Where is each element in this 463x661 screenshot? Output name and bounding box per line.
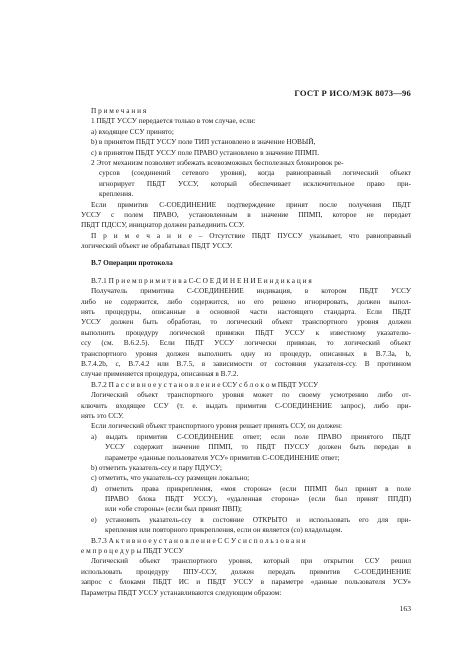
text-line: Логический объект транспортного уровня может по своему усмотрению либо от-	[91, 390, 411, 400]
text-line: 1 ПБДТ УССУ передается только в том случае, если:	[91, 116, 256, 126]
text-line: B.7 Операции протокола	[91, 258, 173, 268]
text-line: Получатель примитива С-СОЕДИНЕНИЕ индикация, в котором ПБДТ УССУ	[91, 286, 411, 296]
text-line: либо не содержится, либо содержится, но его решено игнорировать, должен выпол-	[81, 296, 411, 306]
text-line: транспортного уровня должен выполнить одну из процедур, описанных в B.7.3a, b,	[81, 348, 411, 358]
text-line: b) отметить указатель-ссу и пару ПДУСУ;	[91, 462, 222, 472]
text-line: a) выдать примитив С-СОЕДИНЕНИЕ ответ; если поле ПРАВО принятого ПБДТ	[91, 431, 411, 441]
text-line: a) входящее ССУ принято;	[91, 126, 174, 136]
text-line: Логический объект транспортного уровня, который при открытии ССУ решил	[91, 556, 411, 566]
text-line: ссу (см. B.6.2.5). Если ПБДТ УССУ логически привязан, то логический объект	[81, 338, 411, 348]
text-line: c) в принятом ПБДТ УССУ поле ПРАВО установлено в значение ППМП.	[91, 147, 320, 157]
text-line: нять это ССУ.	[81, 410, 124, 420]
text-line: b) в принятом ПБДТ УССУ поле ТИП установлено в значение НОВЫЙ,	[91, 137, 316, 147]
text-line: УССУ с полем ПРАВО, установленным в значение ППМП, которое не передает	[81, 209, 411, 219]
text-line: параметре «данные пользователя УСУ» примитив С-СОЕДИНЕНИЕ ответ;	[105, 452, 340, 462]
text-line: использовать процедуру ППУ-ССУ, должен передать примитив С-СОЕДИНЕНИЕ	[81, 566, 411, 576]
text-line: нять процедуры, описанные в основной части настоящего стандарта. Если ПБДТ	[81, 307, 411, 317]
text-line: ключить входящее ССУ (т. е. выдать примитив С-СОЕДИНЕНИЕ запрос), либо при-	[81, 400, 411, 410]
text-line: B.7.4.2b, c, B.7.4.2 или B.7.5, в зависимости от состояния указателя-ссу. В противном	[81, 358, 411, 368]
text-line: ПРАВО блока ПБДТ УССУ), «удаленная сторона» (если был принят ППДП)	[105, 494, 411, 504]
text-line: П р и м е ч а н и я	[91, 106, 147, 115]
text-line: Параметры ПБДТ УССУ устанавливаются следующим образом:	[81, 587, 282, 597]
text-line: или «обе стороны» (если был принят ПВП);	[105, 504, 242, 514]
text-line: игнорирует ПБДТ УССУ, который обеспечивает исключительное право при-	[99, 178, 411, 188]
text-line: случае применяется процедура, описанная в B.7.2.	[81, 369, 239, 379]
text-line: B.7.3 А к т и в н о е у с т а н о в л е н и е С С У с и с п о л ь з о в а н и	[91, 535, 306, 545]
text-line: c) отметить, что указатель-ссу размещен локально;	[91, 473, 250, 483]
text-line: е м п р о ц е д у р ы ПБДТ УССУ	[81, 546, 184, 556]
text-line: УССУ должен быть обработан, то логический объект транспортного уровня должен	[81, 317, 411, 327]
text-line: сурсов (соединений сетевого уровня), когда равноправный логический объект	[99, 168, 411, 178]
text-line: логический объект не обрабатывал ПБДТ УССУ.	[81, 241, 233, 251]
text-line: крепления.	[99, 189, 134, 199]
document-body	[81, 106, 411, 598]
text-line: выполнить процедуру логической привязки ПБДТ УССУ к известному указателю-	[81, 327, 411, 337]
text-line: УССУ содержит значение ППМП, то ПБДТ ПУССУ должен быть передан в	[105, 442, 411, 452]
text-line: крепления или повторного прикрепления, если он является (со) владельцем.	[105, 525, 343, 535]
text-line: ПБДТ ПДССУ, инициатор должен разъединить ССУ.	[81, 220, 245, 230]
text-line: Если логический объект транспортного уровня решает принять ССУ, он должен:	[91, 421, 343, 431]
spacer	[81, 251, 411, 258]
spacer	[81, 269, 411, 276]
page-number: 163	[399, 604, 411, 613]
text-line: Если примитив С-СОЕДИНЕНИЕ подтверждение принят после получения ПБДТ	[91, 199, 411, 209]
text-line: B.7.2 П а с с и в н о е у с т а н о в л е н и е ССУ с б л о к о м ПБДТ УССУ	[91, 379, 319, 389]
page-header: ГОСТ Р ИСО/МЭК 8073—96	[294, 88, 411, 98]
text-line: запрос с блоками ПБДТ ИС и ПБДТ УССУ в параметре «данные пользователя УСУ»	[81, 577, 411, 587]
text-line: e) установить указатель-ссу в состояние ОТКРЫТО и использовать его для при-	[91, 514, 411, 524]
text-line: П р и м е ч а н и е – Отсутствие ПБДТ ПУССУ указывает, что равноправный	[91, 230, 411, 240]
text-line: d) отметить права прикрепления, «моя сторона» (если ППМП был принят в поле	[91, 483, 411, 493]
text-line: 2 Этот механизм позволяет избежать всевозможных бесполезных блокировок ре-	[91, 157, 344, 167]
text-line: B.7.1 П р и е м п р и м и т и в а С-С О Е Д И Н Е Н И Е и н д и к а ц и я	[91, 275, 312, 285]
